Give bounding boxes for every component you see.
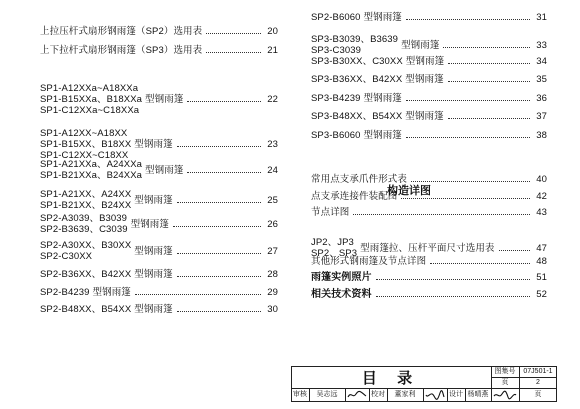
toc-entry-codes	[40, 269, 131, 280]
toc-entry-line: SP1-C12XX~C18XX	[40, 150, 129, 161]
toc-entry[interactable]	[311, 56, 547, 67]
dot-leader	[353, 214, 530, 215]
toc-entry-title	[40, 159, 183, 181]
dot-leader	[430, 263, 530, 264]
toc-entry-type: 型钢雨篷	[363, 130, 402, 141]
toc-entry-title	[311, 74, 444, 85]
toc-page-number: 35	[536, 74, 547, 85]
dot-leader	[406, 19, 530, 20]
dot-leader	[177, 202, 261, 203]
toc-entry-codes	[311, 111, 402, 122]
dot-leader	[135, 294, 261, 295]
toc-entry-line: SP1-B21XXa、B24XXa	[40, 170, 143, 181]
toc-entry-line: SP3-B3039、B3639	[311, 34, 399, 45]
toc-entry-title	[40, 189, 173, 211]
toc-entry-title	[40, 240, 173, 262]
toc-entry-line: SP3-B4239	[311, 93, 361, 104]
page-label: 页	[501, 379, 509, 386]
toc-page-number: 29	[267, 287, 278, 298]
toc-entry-codes	[311, 74, 402, 85]
toc-entry-line: SP2-A3039、B3039	[40, 213, 128, 224]
toc-entry-title	[311, 256, 426, 267]
toc-entry-line: SP1-B15XXa、B18XXa	[40, 94, 143, 105]
toc-entry-line: 雨篷实例照片	[311, 272, 372, 283]
toc-page-number: 20	[267, 26, 278, 37]
toc-entry-codes	[40, 128, 131, 161]
toc-entry-codes	[311, 12, 361, 23]
toc-page-number: 34	[536, 56, 547, 67]
dot-leader	[401, 198, 530, 199]
toc-entry-line: SP1-A12XX~A18XX	[40, 128, 128, 139]
toc-entry-line: 相关技术资料	[311, 289, 372, 300]
page-label-bottom: 页	[534, 391, 542, 398]
toc-page-number: 47	[536, 242, 547, 254]
dot-leader	[187, 172, 261, 173]
toc-page-number: 27	[267, 245, 278, 257]
toc-entry-codes	[40, 83, 142, 116]
toc-entry-type: 型雨篷拉、压杆平面尺寸选用表	[360, 242, 495, 254]
toc-entry-title	[40, 45, 202, 56]
toc-entry-title	[311, 130, 402, 141]
toc-entry-type: 型钢雨篷	[134, 245, 173, 257]
dot-leader	[206, 33, 261, 34]
toc-entry-line: 其他形式钢雨篷及节点详图	[311, 256, 427, 267]
toc-entry-line: SP1-C12XXa~C18XXa	[40, 105, 140, 116]
toc-page-number: 37	[536, 111, 547, 122]
toc-entry[interactable]	[311, 34, 547, 56]
toc-entry-line: SP2-B48XX、B54XX	[40, 304, 132, 315]
toc-entry-codes	[311, 56, 403, 67]
toc-entry-line: SP2-B4239	[40, 287, 90, 298]
dot-leader	[206, 52, 261, 53]
toc-entry-codes	[40, 189, 131, 211]
toc-entry[interactable]	[40, 45, 278, 56]
toc-entry-type: 型钢雨篷	[405, 111, 444, 122]
toc-entry-type: 型钢雨篷	[401, 39, 440, 51]
toc-entry-line: SP2-B3639、C3039	[40, 224, 128, 235]
dot-leader	[406, 137, 530, 138]
toc-entry-title	[311, 34, 439, 56]
toc-entry[interactable]	[40, 240, 278, 262]
toc-entry[interactable]	[40, 189, 278, 211]
toc-entry-line: 点支承连接件装配图	[311, 191, 398, 202]
toc-entry-line: SP3-B36XX、B42XX	[311, 74, 403, 85]
toc-entry-line: SP2-A30XX、B30XX	[40, 240, 132, 251]
atlas-number: 07J501-1	[523, 368, 553, 375]
toc-page-number: 22	[267, 94, 278, 105]
toc-entry-line: SP2、SP3	[311, 248, 358, 259]
toc-entry-line: SP1-A12XXa~A18XXa	[40, 83, 139, 94]
dot-leader	[448, 63, 530, 64]
toc-page-number: 36	[536, 93, 547, 104]
toc-entry-codes	[311, 256, 426, 267]
toc-page-number: 30	[267, 304, 278, 315]
toc-entry-line: 上下拉杆式扇形钢雨篷（SP3）选用表	[40, 45, 203, 56]
toc-entry-type: 型钢雨篷	[134, 139, 173, 150]
toc-entry[interactable]	[311, 256, 547, 267]
toc-entry-line: SP3-C3039	[311, 45, 362, 56]
dot-leader	[177, 146, 261, 147]
dot-leader	[177, 253, 261, 254]
toc-entry-line: SP2-B36XX、B42XX	[40, 269, 132, 280]
toc-entry-codes	[311, 130, 361, 141]
toc-entry-title	[40, 83, 183, 116]
toc-page-number: 23	[267, 139, 278, 150]
toc-entry[interactable]	[40, 269, 278, 280]
toc-page-number: 26	[267, 218, 278, 230]
toc-entry-line: SP1-B15XX、B18XX	[40, 139, 132, 150]
toc-entry-codes	[40, 304, 131, 315]
toc-entry-codes	[311, 272, 372, 283]
title-block-divider	[345, 388, 346, 402]
dot-leader	[448, 118, 530, 119]
toc-entry-title	[40, 304, 173, 315]
toc-entry-title	[311, 12, 402, 23]
design-label: 设计	[449, 391, 463, 398]
toc-entry-type: 型钢雨篷	[405, 74, 444, 85]
designer-name: 杨晴燕	[467, 391, 489, 398]
proofer-signature	[425, 390, 445, 400]
toc-entry-title	[40, 26, 202, 37]
toc-page-number: 21	[267, 45, 278, 56]
toc-entry-type: 型钢雨篷	[145, 94, 184, 105]
toc-entry-type: 型钢雨篷	[145, 164, 184, 176]
toc-entry[interactable]	[40, 287, 278, 298]
toc-page-number: 24	[267, 164, 278, 176]
toc-entry[interactable]	[311, 130, 547, 141]
toc-entry-line: JP2、JP3	[311, 237, 354, 248]
toc-entry-codes	[40, 213, 128, 235]
toc-page-number: 42	[536, 191, 547, 202]
dot-leader	[448, 81, 530, 82]
toc-entry-type: 型钢雨篷	[130, 218, 169, 230]
toc-entry-type: 型钢雨篷	[405, 56, 445, 67]
toc-entry[interactable]	[40, 26, 278, 37]
page-title: 目 录	[361, 369, 421, 387]
toc-entry-codes	[40, 159, 142, 181]
reviewer-name: 吴志远	[316, 391, 338, 398]
toc-entry-line: SP2-B6060	[311, 12, 361, 23]
toc-entry-title	[40, 287, 131, 298]
toc-page-number: 52	[536, 289, 547, 300]
toc-entry-title	[40, 213, 169, 235]
toc-entry[interactable]	[40, 128, 278, 161]
toc-entry-codes	[40, 287, 90, 298]
toc-page-number: 43	[536, 207, 547, 218]
dot-leader	[173, 226, 261, 227]
toc-entry-title	[311, 56, 444, 67]
toc-entry[interactable]	[311, 289, 547, 300]
toc-entry-type: 型钢雨篷	[134, 304, 173, 315]
proof-label: 校对	[371, 391, 385, 398]
toc-entry-type: 型钢雨篷	[92, 287, 131, 298]
toc-entry-codes	[311, 93, 361, 104]
dot-leader	[499, 250, 530, 251]
toc-entry-line: SP1-A21XXa、A24XXa	[40, 159, 143, 170]
toc-entry-title	[311, 207, 349, 218]
toc-entry-title	[311, 289, 372, 300]
dot-leader	[443, 47, 530, 48]
toc-entry-line: SP3-B30XX、C30XX	[311, 56, 403, 67]
toc-entry-line: SP2-C30XX	[40, 251, 93, 262]
section-heading: 构造详图	[387, 185, 431, 197]
dot-leader	[406, 100, 530, 101]
title-block	[291, 366, 557, 402]
dot-leader	[376, 296, 530, 297]
toc-page-number: 48	[536, 256, 547, 267]
toc-entry-title	[311, 93, 402, 104]
reviewer-signature	[347, 390, 367, 400]
toc-entry[interactable]	[311, 74, 547, 85]
toc-page-number: 33	[536, 39, 547, 51]
dot-leader	[177, 311, 261, 312]
toc-entry-codes	[40, 240, 131, 262]
toc-entry[interactable]	[311, 207, 547, 218]
toc-entry[interactable]	[311, 12, 547, 23]
toc-entry-codes	[311, 289, 372, 300]
toc-page-number: 38	[536, 130, 547, 141]
toc-page-number: 25	[267, 194, 278, 206]
toc-entry-line: SP3-B6060	[311, 130, 361, 141]
toc-entry-line: 节点详图	[311, 207, 350, 218]
review-label: 审核	[293, 391, 307, 398]
toc-entry[interactable]	[40, 159, 278, 181]
toc-entry-line: SP1-A21XX、A24XX	[40, 189, 132, 200]
toc-entry[interactable]	[311, 111, 547, 122]
toc-entry-codes	[40, 26, 202, 37]
dot-leader	[376, 279, 530, 280]
toc-page-number: 51	[536, 272, 547, 283]
toc-page-number: 28	[267, 269, 278, 280]
proofer-name: 董家利	[394, 391, 416, 398]
toc-entry-type: 型钢雨篷	[134, 269, 173, 280]
toc-entry-line: SP1-B21XX、B24XX	[40, 200, 132, 211]
page-number: 2	[536, 379, 540, 386]
toc-entry[interactable]	[311, 93, 547, 104]
toc-entry-type: 型钢雨篷	[363, 12, 402, 23]
toc-entry-line: 上拉压杆式扇形钢雨篷（SP2）选用表	[40, 26, 203, 37]
toc-entry-title	[40, 128, 173, 161]
toc-entry-codes	[40, 45, 202, 56]
toc-page-number: 31	[536, 12, 547, 23]
toc-entry-codes	[311, 34, 398, 56]
toc-entry-title	[311, 111, 444, 122]
toc-entry[interactable]	[311, 272, 547, 283]
toc-entry-type: 型钢雨篷	[134, 194, 173, 206]
title-block-divider	[423, 388, 424, 402]
toc-entry[interactable]	[40, 213, 278, 235]
dot-leader	[177, 276, 261, 277]
toc-entry-line: 常用点支承爪件形式表	[311, 174, 408, 185]
toc-entry-title	[40, 269, 173, 280]
toc-entry[interactable]	[40, 83, 278, 116]
toc-entry-title	[311, 272, 372, 283]
toc-entry[interactable]	[40, 304, 278, 315]
atlas-label: 图集号	[494, 368, 516, 375]
toc-page-number: 40	[536, 174, 547, 185]
toc-entry-type: 型钢雨篷	[363, 93, 402, 104]
dot-leader	[187, 101, 261, 102]
designer-signature	[493, 390, 517, 400]
toc-entry-codes	[311, 207, 349, 218]
toc-entry-line: SP3-B48XX、B54XX	[311, 111, 403, 122]
